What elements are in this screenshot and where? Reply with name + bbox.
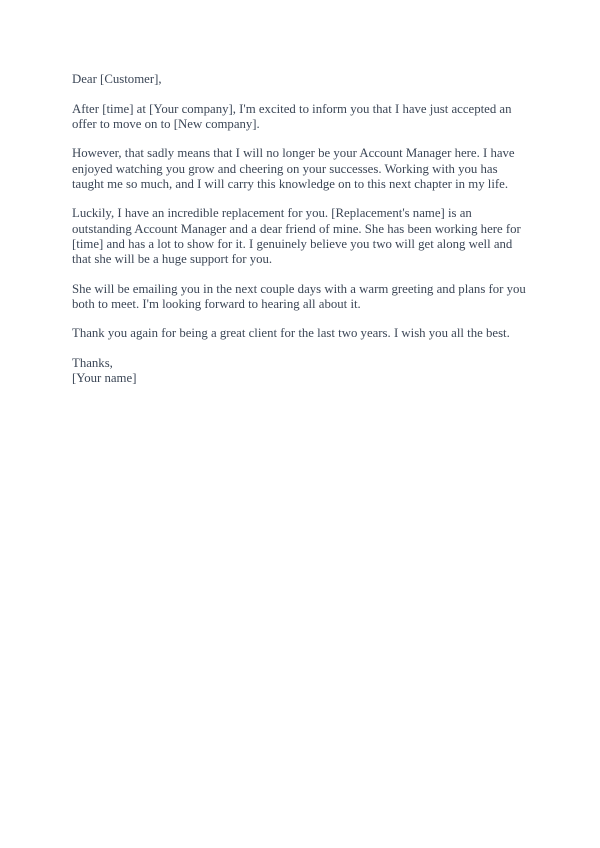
signoff — [72, 356, 532, 386]
salutation: Dear [Customer], — [72, 72, 162, 86]
signature: [Your name] — [72, 371, 137, 386]
paragraph-next-steps: She will be emailing you in the next couple days with a warm greeting and plans for you both to meet. I'm looking forward to hearing all about it. — [72, 281, 526, 311]
letter-body — [72, 72, 532, 386]
paragraph-replacement: Luckily, I have an incredible replacement for you. [Replacement's name] is an outstanding Account Manager and a dear friend of mine. She has been working here for [time] and has a lot to show for it. I genuinely believe you two will get along well and that she will be a huge support for you. — [72, 206, 521, 266]
paragraph-reflection: However, that sadly means that I will no longer be your Account Manager here. I have enjoyed watching you grow and cheering on your successes. Working with you has taught me so much, and I will carry this knowledge on to this next chapter in my life. — [72, 146, 515, 191]
paragraph-thanks: Thank you again for being a great client for the last two years. I wish you all the best. — [72, 326, 510, 341]
closing: Thanks, — [72, 355, 113, 370]
paragraph-announcement: After [time] at [Your company], I'm excited to inform you that I have just accepted an offer to move on to [New company]. — [72, 101, 512, 131]
